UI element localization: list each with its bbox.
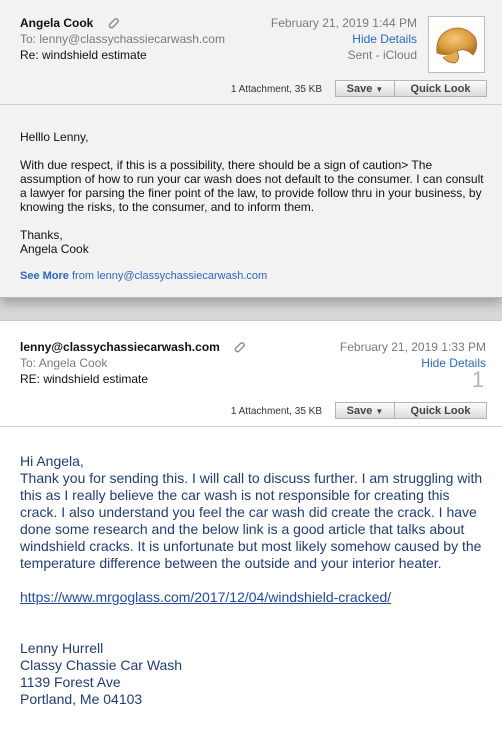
save-button[interactable] [335, 402, 395, 419]
closing: Thanks, [20, 228, 63, 242]
hide-details-link[interactable]: Hide Details [421, 356, 486, 370]
to-recipient: lenny@classychassiecarwash.com [39, 32, 225, 46]
to-label: To: [20, 32, 37, 46]
save-label: Save [346, 405, 373, 417]
message-count: 1 [471, 367, 484, 392]
divider [0, 426, 502, 427]
date-time [340, 340, 486, 354]
quick-look-button[interactable]: Quick Look [394, 80, 487, 97]
fortune-cookie-icon [429, 17, 484, 72]
avatar [428, 16, 485, 73]
hide-details-link[interactable]: Hide Details [352, 32, 417, 46]
attachment-bar [0, 402, 502, 422]
to-line [20, 356, 107, 370]
message-angela-cook [0, 0, 502, 298]
to-recipient: Angela Cook [38, 356, 108, 370]
save-label: Save [346, 83, 373, 95]
date: February 21, 2019 [339, 340, 438, 354]
time: 1:44 PM [372, 16, 417, 30]
to-label: To: [20, 356, 37, 370]
message-lenny [0, 320, 502, 729]
attachment-info: 1 Attachment, 35 KB [230, 84, 322, 95]
signature-city: Portland, Me 04103 [20, 691, 143, 707]
greeting: Hi Angela, [20, 453, 84, 469]
see-more-from: from lenny@classychassiecarwash.com [71, 270, 268, 282]
body-paragraph: With due respect, if this is a possibility, there should be a sign of caution> The assumption of how to run your car wash does not default to the consumer. I can consult a lawyer for parsing the finer point of the law, to provide follow thru in your business, by knowing the risks, to the consumer, and to inform them. [20, 158, 484, 214]
date-time [271, 16, 417, 30]
subject: RE: windshield estimate [20, 372, 149, 386]
signature-name: Lenny Hurrell [20, 640, 104, 656]
sender-name: lenny@classychassiecarwash.com [20, 340, 220, 354]
chevron-down-icon: ▼ [375, 407, 384, 416]
greeting: Helllo Lenny, [20, 130, 89, 144]
sender-name: Angela Cook [20, 16, 94, 30]
signature-company: Classy Chassie Car Wash [20, 657, 183, 673]
see-more-link[interactable]: See More [20, 270, 69, 282]
signature-street: 1139 Forest Ave [20, 674, 121, 690]
signature-name: Angela Cook [20, 242, 89, 256]
time: 1:33 PM [441, 340, 486, 354]
article-link[interactable]: https://www.mrgoglass.com/2017/12/04/windshield-cracked/ [20, 589, 392, 605]
message-body [20, 453, 490, 708]
see-more-line [20, 270, 267, 282]
chevron-down-icon: ▼ [375, 85, 384, 94]
subject: Re: windshield estimate [20, 48, 147, 62]
to-line [20, 32, 225, 46]
date: February 21, 2019 [270, 16, 369, 30]
body-paragraph: Thank you for sending this. I will call to discuss further. I am struggling with this as I really believe the car wash is not responsible for creating this crack. I also understand you feel the car wash did create the crack. I have done some research and the below link is a good article that talks about windshield cracks. It is unfortunate but most likely somehow caused by the temperature difference between the outside and your interior heater. [20, 470, 483, 571]
paperclip-icon [106, 16, 120, 30]
attachment-bar [0, 80, 502, 100]
quick-look-button[interactable]: Quick Look [394, 402, 487, 419]
save-button[interactable] [335, 80, 395, 97]
paperclip-icon [232, 340, 246, 354]
divider [0, 104, 502, 105]
sent-status: Sent - iCloud [347, 48, 417, 62]
attachment-info: 1 Attachment, 35 KB [230, 406, 322, 417]
message-body [20, 130, 488, 256]
